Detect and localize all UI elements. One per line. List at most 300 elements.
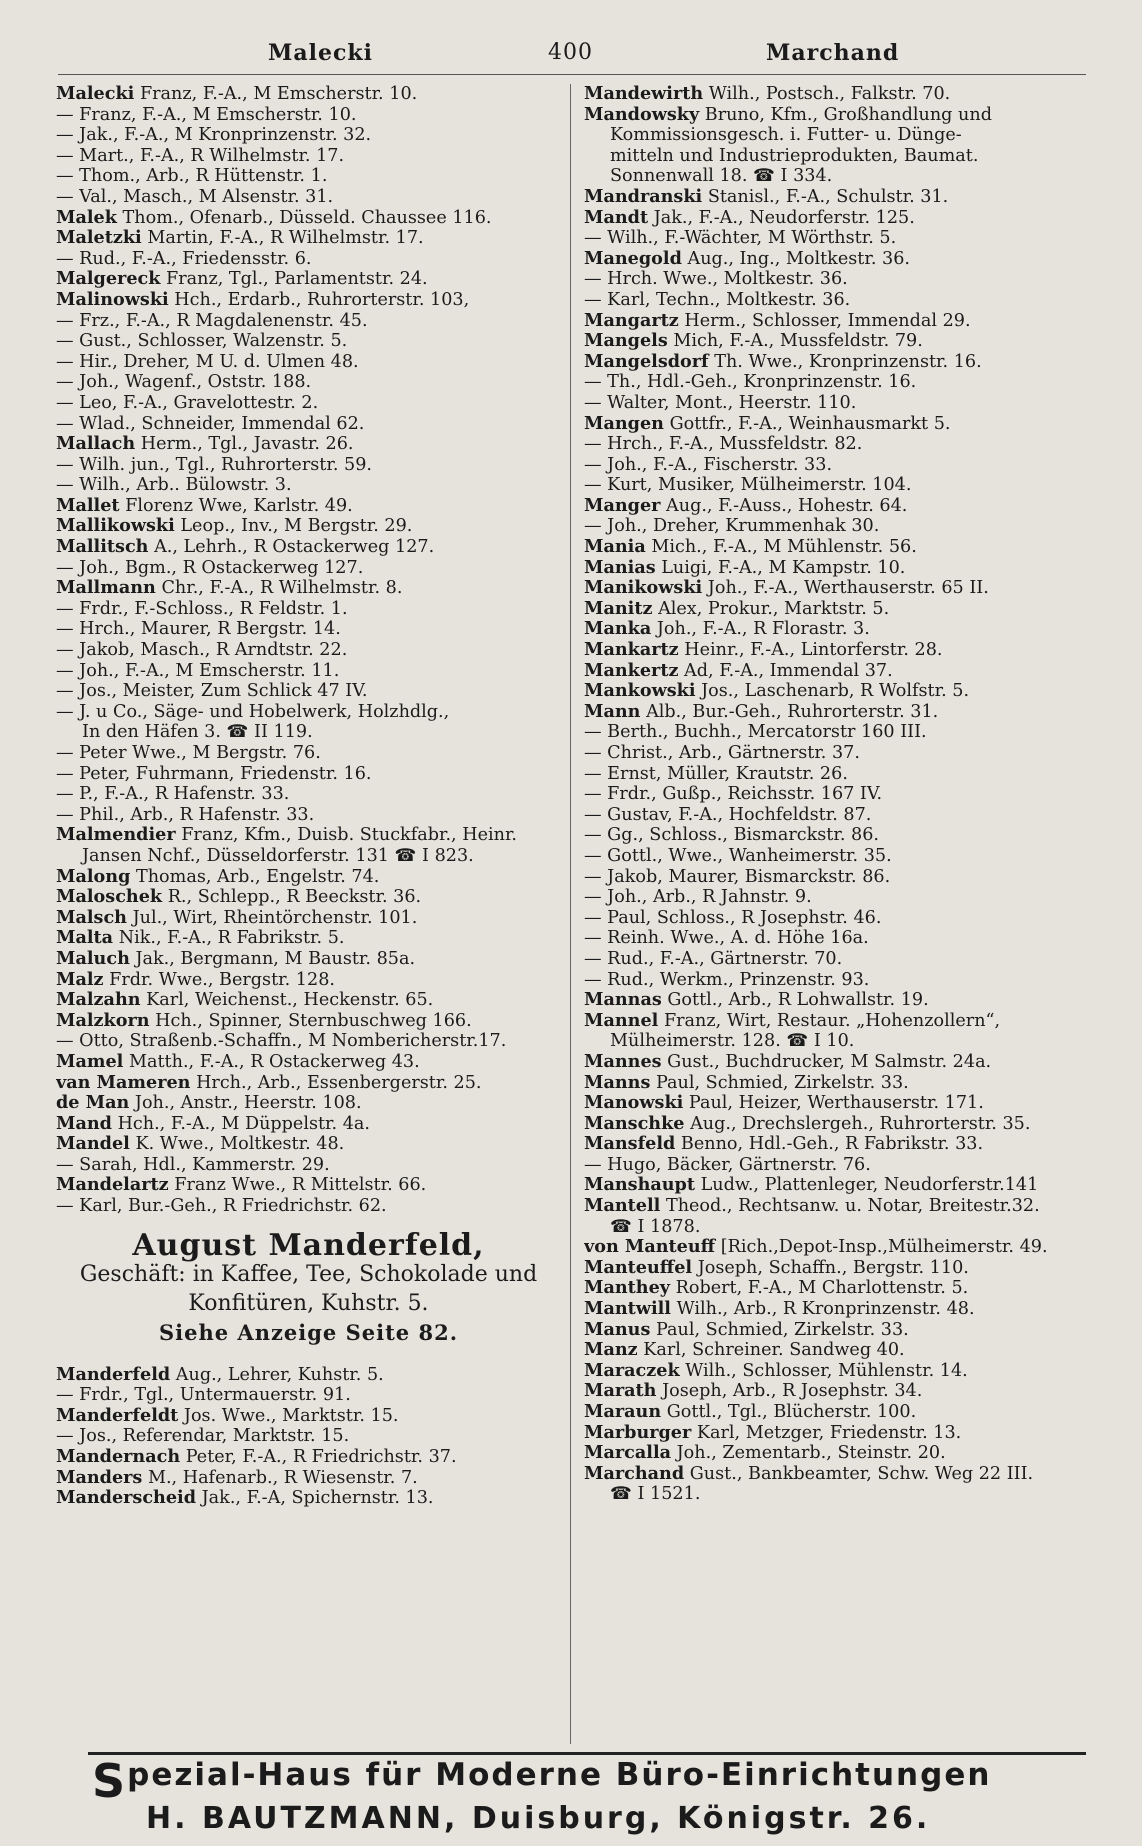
entry-details: — J. u Co., Säge- und Hobelwerk, Holzhdlg., bbox=[56, 701, 450, 722]
entry-details: Joh., F.-A., Werthauserstr. 65 II. bbox=[707, 578, 989, 599]
entry-details: A., Lehrh., R Ostackerweg 127. bbox=[154, 537, 435, 558]
entry-surname: Maraczek bbox=[584, 1360, 680, 1381]
directory-entry bbox=[584, 805, 1090, 826]
footer-rule bbox=[88, 1752, 1086, 1755]
directory-entry bbox=[584, 1052, 1090, 1073]
entry-surname: Malinowski bbox=[56, 289, 169, 310]
entry-details: Jak., F.-A., Neudorferstr. 125. bbox=[653, 207, 915, 228]
directory-entry bbox=[56, 1114, 561, 1135]
entry-details: Leop., Inv., M Bergstr. 29. bbox=[180, 516, 413, 537]
entry-surname: Mallet bbox=[56, 495, 120, 516]
directory-entry bbox=[584, 578, 1090, 599]
directory-entry bbox=[584, 764, 1090, 785]
footer-line-2: H. BAUTZMANN, Duisburg, Königstr. 26. bbox=[146, 1801, 931, 1836]
directory-entry bbox=[584, 1073, 1090, 1094]
entry-details: Jak., Bergmann, M Baustr. 85a. bbox=[135, 948, 416, 969]
directory-entry bbox=[584, 1134, 1090, 1155]
directory-entry bbox=[584, 1484, 1090, 1505]
entry-surname: Manz bbox=[584, 1340, 638, 1361]
entry-details: — Kurt, Musiker, Mülheimerstr. 104. bbox=[584, 475, 912, 496]
directory-entry bbox=[584, 1258, 1090, 1279]
directory-entry bbox=[56, 1093, 561, 1114]
entry-details: Gottl., Tgl., Blücherstr. 100. bbox=[666, 1402, 917, 1422]
entry-details: — Gust., Schlosser, Walzenstr. 5. bbox=[56, 331, 348, 352]
entry-details: Wilh., Arb., R Kronprinzenstr. 48. bbox=[676, 1299, 975, 1320]
entry-details: ☎ I 1878. bbox=[610, 1216, 701, 1237]
directory-entry bbox=[584, 558, 1090, 579]
footer-line-1-text: pezial-Haus für Moderne Büro-Einrichtungen bbox=[127, 1757, 992, 1793]
directory-entry bbox=[56, 1134, 561, 1155]
right-entry-list bbox=[584, 84, 1090, 1505]
running-header-left: Malecki bbox=[268, 40, 373, 66]
directory-entry bbox=[584, 1217, 1090, 1238]
directory-entry bbox=[584, 537, 1090, 558]
entry-details: — Otto, Straßenb.-Schaffn., M Nombericherstr.17. bbox=[56, 1031, 507, 1052]
entry-details: — Gg., Schloss., Bismarckstr. 86. bbox=[584, 825, 879, 846]
entry-details: [Rich.,Depot-Insp.,Mülheimerstr. 49. bbox=[720, 1237, 1048, 1258]
directory-entry bbox=[56, 825, 561, 846]
entry-details: — Frdr., F.-Schloss., R Feldstr. 1. bbox=[56, 598, 348, 619]
directory-entry bbox=[584, 372, 1090, 393]
entry-surname: Manders bbox=[56, 1467, 143, 1488]
directory-entry bbox=[584, 414, 1090, 435]
directory-entry bbox=[584, 1320, 1090, 1341]
directory-entry bbox=[56, 578, 561, 599]
directory-entry bbox=[584, 331, 1090, 352]
entry-surname: Mangen bbox=[584, 413, 664, 434]
entry-surname: Mangelsdorf bbox=[584, 351, 709, 372]
entry-details: Karl, Metzger, Friedenstr. 13. bbox=[696, 1422, 962, 1443]
entry-details: — Rud., F.-A., Friedensstr. 6. bbox=[56, 248, 312, 269]
entry-details: Franz, Kfm., Duisb. Stuckfabr., Heinr. bbox=[181, 825, 518, 846]
entry-surname: Malecki bbox=[56, 84, 135, 104]
ad-title: August Manderfeld, bbox=[132, 1227, 485, 1263]
directory-entry bbox=[56, 331, 561, 352]
entry-details: Aug., F.-Auss., Hohestr. 64. bbox=[666, 495, 908, 516]
directory-entry bbox=[584, 949, 1090, 970]
directory-entry bbox=[56, 1385, 561, 1406]
ad-line-1: Geschäft: in Kaffee, Tee, Schokolade und bbox=[79, 1261, 538, 1287]
directory-entry bbox=[584, 1464, 1090, 1485]
entry-surname: Mandel bbox=[56, 1134, 130, 1155]
directory-entry bbox=[584, 125, 1090, 146]
directory-entry bbox=[584, 1423, 1090, 1444]
entry-details: Jul., Wirt, Rheintörchenstr. 101. bbox=[132, 907, 418, 928]
entry-details: — Paul, Schloss., R Josephstr. 46. bbox=[584, 907, 882, 928]
directory-entry bbox=[56, 269, 561, 290]
directory-entry bbox=[584, 1237, 1090, 1258]
directory-entry bbox=[56, 1468, 561, 1489]
entry-surname: Manschke bbox=[584, 1113, 685, 1134]
header-rule bbox=[58, 74, 1086, 75]
entry-details: — Peter Wwe., M Bergstr. 76. bbox=[56, 743, 321, 763]
directory-entry bbox=[584, 661, 1090, 682]
directory-entry bbox=[56, 722, 561, 743]
directory-entry bbox=[584, 970, 1090, 991]
entry-details: Jak., F.-A, Spichernstr. 13. bbox=[201, 1488, 434, 1509]
entry-details: — Reinh. Wwe., A. d. Höhe 16a. bbox=[584, 928, 869, 949]
entry-surname: Manderscheid bbox=[56, 1488, 197, 1509]
left-entry-list-after-ad bbox=[56, 1365, 561, 1509]
entry-details: — Val., Masch., M Alsenstr. 31. bbox=[56, 186, 334, 207]
directory-entry bbox=[56, 1155, 561, 1176]
entry-details: Benno, Hdl.-Geh., R Fabrikstr. 33. bbox=[680, 1134, 984, 1155]
entry-surname: Mannel bbox=[584, 1010, 659, 1031]
directory-entry bbox=[584, 208, 1090, 229]
directory-entry bbox=[56, 1052, 561, 1073]
entry-surname: Marburger bbox=[584, 1422, 692, 1443]
running-header-right: Marchand bbox=[766, 40, 900, 66]
entry-surname: Malzkorn bbox=[56, 1010, 150, 1031]
entry-details: Herm., Schlosser, Immendal 29. bbox=[684, 310, 971, 331]
entry-details: — Hrch. Wwe., Moltkestr. 36. bbox=[584, 269, 848, 290]
advertisement-manderfeld bbox=[56, 1227, 561, 1347]
directory-entry bbox=[584, 928, 1090, 949]
entry-surname: Manshaupt bbox=[584, 1175, 695, 1196]
entry-details: — Wlad., Schneider, Immendal 62. bbox=[56, 413, 365, 434]
entry-details: — Rud., F.-A., Gärtnerstr. 70. bbox=[584, 948, 843, 969]
directory-entry bbox=[584, 455, 1090, 476]
entry-details: Paul, Schmied, Zirkelstr. 33. bbox=[655, 1319, 909, 1340]
entry-surname: Mandewirth bbox=[584, 84, 704, 104]
directory-entry bbox=[584, 1278, 1090, 1299]
right-column bbox=[584, 84, 1090, 1505]
page-number: 400 bbox=[548, 40, 593, 65]
entry-details: — Jos., Referendar, Marktstr. 15. bbox=[56, 1426, 350, 1447]
directory-entry bbox=[56, 908, 561, 929]
entry-details: Franz, Tgl., Parlamentstr. 24. bbox=[166, 269, 428, 290]
entry-surname: Manitz bbox=[584, 598, 653, 619]
entry-details: Paul, Schmied, Zirkelstr. 33. bbox=[655, 1072, 909, 1093]
entry-details: Herm., Tgl., Javastr. 26. bbox=[140, 434, 354, 455]
entry-details: — Th., Hdl.-Geh., Kronprinzenstr. 16. bbox=[584, 372, 917, 393]
directory-entry bbox=[584, 434, 1090, 455]
entry-details: Sonnenwall 18. ☎ I 334. bbox=[610, 166, 833, 187]
entry-surname: Manteuffel bbox=[584, 1257, 693, 1278]
entry-details: — Phil., Arb., R Hafenstr. 33. bbox=[56, 804, 315, 825]
entry-surname: Manger bbox=[584, 495, 661, 516]
directory-entry bbox=[56, 640, 561, 661]
entry-details: — Joh., Arb., R Jahnstr. 9. bbox=[584, 887, 812, 908]
entry-details: — Sarah, Hdl., Kammerstr. 29. bbox=[56, 1154, 330, 1175]
entry-details: ☎ I 1521. bbox=[610, 1484, 701, 1505]
entry-surname: Manderfeld bbox=[56, 1364, 171, 1385]
directory-entry bbox=[56, 311, 561, 332]
directory-entry bbox=[56, 970, 561, 991]
entry-details: — Joh., Bgm., R Ostackerweg 127. bbox=[56, 557, 364, 578]
directory-entry bbox=[584, 187, 1090, 208]
directory-entry bbox=[584, 867, 1090, 888]
entry-details: — Hir., Dreher, M U. d. Ulmen 48. bbox=[56, 351, 359, 372]
directory-entry bbox=[584, 1361, 1090, 1382]
entry-details: — Hugo, Bäcker, Gärtnerstr. 76. bbox=[584, 1154, 871, 1175]
directory-entry bbox=[56, 1196, 561, 1217]
footer-initial: S bbox=[92, 1754, 128, 1808]
directory-entry bbox=[56, 743, 561, 764]
entry-details: R., Schlepp., R Beeckstr. 36. bbox=[167, 887, 422, 908]
entry-details: — Karl, Techn., Moltkestr. 36. bbox=[584, 289, 851, 310]
entry-surname: Mallmann bbox=[56, 578, 156, 599]
directory-entry bbox=[584, 619, 1090, 640]
entry-surname: Mangartz bbox=[584, 310, 679, 331]
entry-surname: Malgereck bbox=[56, 269, 161, 290]
entry-details: Theod., Rechtsanw. u. Notar, Breitestr.32. bbox=[665, 1196, 1040, 1217]
entry-surname: Mansfeld bbox=[584, 1134, 676, 1155]
entry-details: — Wilh., Arb.. Bülowstr. 3. bbox=[56, 475, 292, 496]
directory-entry bbox=[56, 496, 561, 517]
entry-surname: Manias bbox=[584, 557, 656, 578]
entry-details: Wilh., Schlosser, Mühlenstr. 14. bbox=[685, 1360, 968, 1381]
entry-details: mitteln und Industrieprodukten, Baumat. bbox=[610, 145, 979, 166]
entry-details: Ad, F.-A., Immendal 37. bbox=[684, 660, 893, 681]
entry-details: — Jak., F.-A., M Kronprinzenstr. 32. bbox=[56, 125, 372, 146]
entry-details: Robert, F.-A., M Charlottenstr. 5. bbox=[675, 1278, 969, 1299]
entry-details: Aug., Lehrer, Kuhstr. 5. bbox=[175, 1364, 384, 1385]
entry-details: Thom., Ofenarb., Düsseld. Chaussee 116. bbox=[122, 207, 492, 228]
entry-details: M., Hafenarb., R Wiesenstr. 7. bbox=[147, 1467, 418, 1488]
directory-entry bbox=[56, 290, 561, 311]
entry-details: Gottl., Arb., R Lohwallstr. 19. bbox=[667, 990, 929, 1011]
entry-surname: de Man bbox=[56, 1093, 130, 1114]
directory-entry bbox=[56, 681, 561, 702]
directory-entry bbox=[584, 599, 1090, 620]
entry-surname: Mangels bbox=[584, 331, 668, 352]
entry-details: Karl, Schreiner. Sandweg 40. bbox=[643, 1340, 905, 1361]
entry-details: Gust., Bankbeamter, Schw. Weg 22 III. bbox=[689, 1463, 1034, 1484]
entry-surname: Mandernach bbox=[56, 1447, 181, 1468]
directory-entry bbox=[584, 908, 1090, 929]
entry-details: Gust., Buchdrucker, M Salmstr. 24a. bbox=[667, 1051, 992, 1072]
entry-surname: Marchand bbox=[584, 1463, 685, 1484]
entry-surname: Maluch bbox=[56, 948, 130, 969]
entry-details: Aug., Drechslergeh., Ruhrorterstr. 35. bbox=[690, 1113, 1031, 1134]
entry-surname: Mallikowski bbox=[56, 516, 175, 537]
directory-entry bbox=[584, 1340, 1090, 1361]
directory-entry bbox=[56, 619, 561, 640]
entry-details: Wilh., Postsch., Falkstr. 70. bbox=[708, 84, 951, 104]
entry-details: Mich., F.-A., M Mühlenstr. 56. bbox=[651, 537, 917, 558]
entry-details: — Frdr., Gußp., Reichsstr. 167 IV. bbox=[584, 784, 883, 805]
directory-entry bbox=[584, 1381, 1090, 1402]
entry-surname: Mantell bbox=[584, 1196, 661, 1217]
entry-surname: van Mameren bbox=[56, 1072, 191, 1093]
entry-surname: Marath bbox=[584, 1381, 657, 1402]
entry-details: — Karl, Bur.-Geh., R Friedrichstr. 62. bbox=[56, 1196, 387, 1217]
directory-entry bbox=[584, 990, 1090, 1011]
entry-details: Hrch., Arb., Essenbergerstr. 25. bbox=[196, 1072, 482, 1093]
entry-surname: Maloschek bbox=[56, 887, 163, 908]
entry-surname: Mandt bbox=[584, 207, 649, 228]
entry-details: — Hrch., F.-A., Mussfeldstr. 82. bbox=[584, 434, 863, 455]
directory-entry bbox=[56, 1073, 561, 1094]
entry-details: In den Häfen 3. ☎ II 119. bbox=[82, 722, 313, 743]
directory-entry bbox=[584, 1299, 1090, 1320]
entry-surname: Manowski bbox=[584, 1093, 684, 1114]
entry-details: Stanisl., F.-A., Schulstr. 31. bbox=[707, 186, 949, 207]
entry-details: Alb., Bur.-Geh., Ruhrorterstr. 31. bbox=[646, 701, 939, 722]
directory-entry bbox=[584, 846, 1090, 867]
directory-entry bbox=[56, 455, 561, 476]
entry-details: Bruno, Kfm., Großhandlung und bbox=[704, 104, 992, 125]
entry-details: Joh., F.-A., R Florastr. 3. bbox=[656, 619, 870, 640]
entry-details: Mich, F.-A., Mussfeldstr. 79. bbox=[673, 331, 923, 352]
directory-entry bbox=[56, 1175, 561, 1196]
entry-surname: Mannas bbox=[584, 990, 662, 1011]
directory-entry bbox=[56, 372, 561, 393]
entry-details: Joh., Zementarb., Steinstr. 20. bbox=[676, 1443, 946, 1464]
directory-entry bbox=[56, 393, 561, 414]
directory-entry bbox=[584, 249, 1090, 270]
entry-details: Martin, F.-A., R Wilhelmstr. 17. bbox=[147, 228, 424, 249]
entry-details: Kommissionsgesch. i. Futter- u. Dünge- bbox=[610, 125, 962, 146]
directory-entry bbox=[584, 146, 1090, 167]
entry-details: Karl, Weichenst., Heckenstr. 65. bbox=[146, 990, 434, 1011]
entry-surname: Mandranski bbox=[584, 186, 703, 207]
entry-surname: von Manteuff bbox=[584, 1237, 716, 1258]
directory-entry bbox=[56, 887, 561, 908]
entry-details: — Thom., Arb., R Hüttenstr. 1. bbox=[56, 166, 328, 187]
directory-entry bbox=[56, 1365, 561, 1386]
entry-details: — Wilh. jun., Tgl., Ruhrorterstr. 59. bbox=[56, 454, 372, 475]
entry-surname: Mallach bbox=[56, 434, 136, 455]
entry-details: Aug., Ing., Moltkestr. 36. bbox=[687, 248, 910, 269]
entry-details: — Jos., Meister, Zum Schlick 47 IV. bbox=[56, 681, 368, 702]
directory-entry bbox=[56, 1011, 561, 1032]
entry-surname: Manikowski bbox=[584, 578, 703, 599]
entry-surname: Mann bbox=[584, 701, 641, 722]
entry-details: Mülheimerstr. 128. ☎ I 10. bbox=[610, 1031, 855, 1052]
entry-details: Gottfr., F.-A., Weinhausmarkt 5. bbox=[669, 413, 951, 434]
directory-entry bbox=[584, 105, 1090, 126]
entry-surname: Manus bbox=[584, 1319, 651, 1340]
directory-entry bbox=[56, 166, 561, 187]
entry-surname: Malzahn bbox=[56, 990, 141, 1011]
directory-entry bbox=[56, 228, 561, 249]
entry-details: Frdr. Wwe., Bergstr. 128. bbox=[109, 969, 335, 990]
entry-surname: Mandowsky bbox=[584, 104, 700, 125]
entry-details: — Frdr., Tgl., Untermauerstr. 91. bbox=[56, 1385, 351, 1406]
footer-advertisement bbox=[92, 1756, 1082, 1838]
directory-entry bbox=[584, 290, 1090, 311]
entry-details: — Peter, Fuhrmann, Friedenstr. 16. bbox=[56, 763, 372, 784]
entry-surname: Manka bbox=[584, 619, 652, 640]
entry-details: Franz, F.-A., M Emscherstr. 10. bbox=[139, 84, 418, 104]
entry-surname: Malmendier bbox=[56, 825, 176, 846]
directory-entry bbox=[56, 1426, 561, 1447]
entry-surname: Mankertz bbox=[584, 660, 679, 681]
entry-details: — Berth., Buchh., Mercatorstr 160 III. bbox=[584, 722, 927, 743]
entry-details: — Leo, F.-A., Gravelottestr. 2. bbox=[56, 392, 319, 413]
entry-details: Joseph, Schaffn., Bergstr. 110. bbox=[697, 1257, 969, 1278]
entry-details: Matth., F.-A., R Ostackerweg 43. bbox=[128, 1051, 420, 1072]
entry-details: — Frz., F.-A., R Magdalenenstr. 45. bbox=[56, 310, 368, 331]
directory-entry bbox=[584, 269, 1090, 290]
entry-details: Florenz Wwe, Karlstr. 49. bbox=[125, 495, 353, 516]
column-divider bbox=[570, 84, 571, 1744]
entry-details: K. Wwe., Moltkestr. 48. bbox=[135, 1134, 345, 1155]
entry-surname: Manthey bbox=[584, 1278, 671, 1299]
directory-entry bbox=[56, 1447, 561, 1468]
entry-surname: Manegold bbox=[584, 248, 682, 269]
footer-line-1 bbox=[92, 1754, 1082, 1808]
directory-entry bbox=[56, 867, 561, 888]
left-entry-list bbox=[56, 84, 561, 1217]
entry-details: Joh., Anstr., Heerstr. 108. bbox=[134, 1093, 362, 1114]
entry-details: Nik., F.-A., R Fabrikstr. 5. bbox=[118, 928, 345, 949]
entry-surname: Mankartz bbox=[584, 640, 679, 661]
directory-entry bbox=[56, 352, 561, 373]
entry-details: — P., F.-A., R Hafenstr. 33. bbox=[56, 784, 290, 805]
directory-entry bbox=[584, 1402, 1090, 1423]
entry-details: Alex, Prokur., Marktstr. 5. bbox=[658, 598, 890, 619]
directory-entry bbox=[56, 928, 561, 949]
directory-entry bbox=[584, 887, 1090, 908]
directory-entry bbox=[584, 166, 1090, 187]
directory-entry bbox=[584, 743, 1090, 764]
directory-entry bbox=[584, 311, 1090, 332]
entry-details: — Joh., F.-A., M Emscherstr. 11. bbox=[56, 660, 340, 681]
directory-entry bbox=[56, 146, 561, 167]
entry-details: — Mart., F.-A., R Wilhelmstr. 17. bbox=[56, 145, 345, 166]
entry-surname: Mania bbox=[584, 537, 646, 558]
entry-details: Th. Wwe., Kronprinzenstr. 16. bbox=[714, 351, 982, 372]
entry-details: — Franz, F.-A., M Emscherstr. 10. bbox=[56, 104, 357, 125]
directory-entry bbox=[56, 414, 561, 435]
directory-entry bbox=[56, 516, 561, 537]
entry-details: Franz Wwe., R Mittelstr. 66. bbox=[174, 1175, 427, 1196]
entry-surname: Mandelartz bbox=[56, 1175, 169, 1196]
directory-entry bbox=[56, 125, 561, 146]
directory-entry bbox=[56, 949, 561, 970]
directory-entry bbox=[584, 1155, 1090, 1176]
directory-entry bbox=[56, 249, 561, 270]
entry-details: — Joh., F.-A., Fischerstr. 33. bbox=[584, 454, 833, 475]
entry-surname: Maletzki bbox=[56, 228, 142, 249]
entry-details: Paul, Heizer, Werthauserstr. 171. bbox=[688, 1093, 984, 1114]
entry-surname: Manns bbox=[584, 1072, 651, 1093]
ad-see-reference: Siehe Anzeige Seite 82. bbox=[158, 1319, 459, 1345]
entry-details: — Wilh., F.-Wächter, M Wörthstr. 5. bbox=[584, 228, 897, 249]
entry-details: Chr., F.-A., R Wilhelmstr. 8. bbox=[161, 578, 403, 599]
entry-surname: Malek bbox=[56, 207, 117, 228]
directory-entry bbox=[56, 208, 561, 229]
directory-entry bbox=[584, 475, 1090, 496]
entry-details: Luigi, F.-A., M Kampstr. 10. bbox=[661, 557, 906, 578]
entry-details: Hch., Erdarb., Ruhrorterstr. 103, bbox=[174, 289, 470, 310]
directory-entry bbox=[584, 722, 1090, 743]
directory-entry bbox=[56, 1406, 561, 1427]
entry-surname: Mamel bbox=[56, 1051, 124, 1072]
entry-details: Franz, Wirt, Restaur. „Hohenzollern“, bbox=[663, 1010, 1001, 1031]
entry-details: — Jakob, Maurer, Bismarckstr. 86. bbox=[584, 866, 891, 887]
entry-details: Hch., Spinner, Sternbuschweg 166. bbox=[155, 1010, 472, 1031]
directory-entry bbox=[584, 1031, 1090, 1052]
directory-entry bbox=[584, 1443, 1090, 1464]
directory-entry bbox=[584, 784, 1090, 805]
directory-entry bbox=[584, 1093, 1090, 1114]
entry-details: — Gottl., Wwe., Wanheimerstr. 35. bbox=[584, 845, 892, 866]
directory-entry bbox=[56, 434, 561, 455]
entry-surname: Manderfeldt bbox=[56, 1405, 179, 1426]
directory-entry bbox=[584, 352, 1090, 373]
directory-entry bbox=[56, 784, 561, 805]
entry-surname: Mallitsch bbox=[56, 537, 149, 558]
entry-details: — Ernst, Müller, Krautstr. 26. bbox=[584, 763, 848, 784]
entry-details: Jos., Laschenarb, R Wolfstr. 5. bbox=[701, 681, 970, 702]
entry-details: Joseph, Arb., R Josephstr. 34. bbox=[662, 1381, 923, 1402]
directory-entry bbox=[56, 846, 561, 867]
entry-details: Jos. Wwe., Marktstr. 15. bbox=[183, 1405, 399, 1426]
